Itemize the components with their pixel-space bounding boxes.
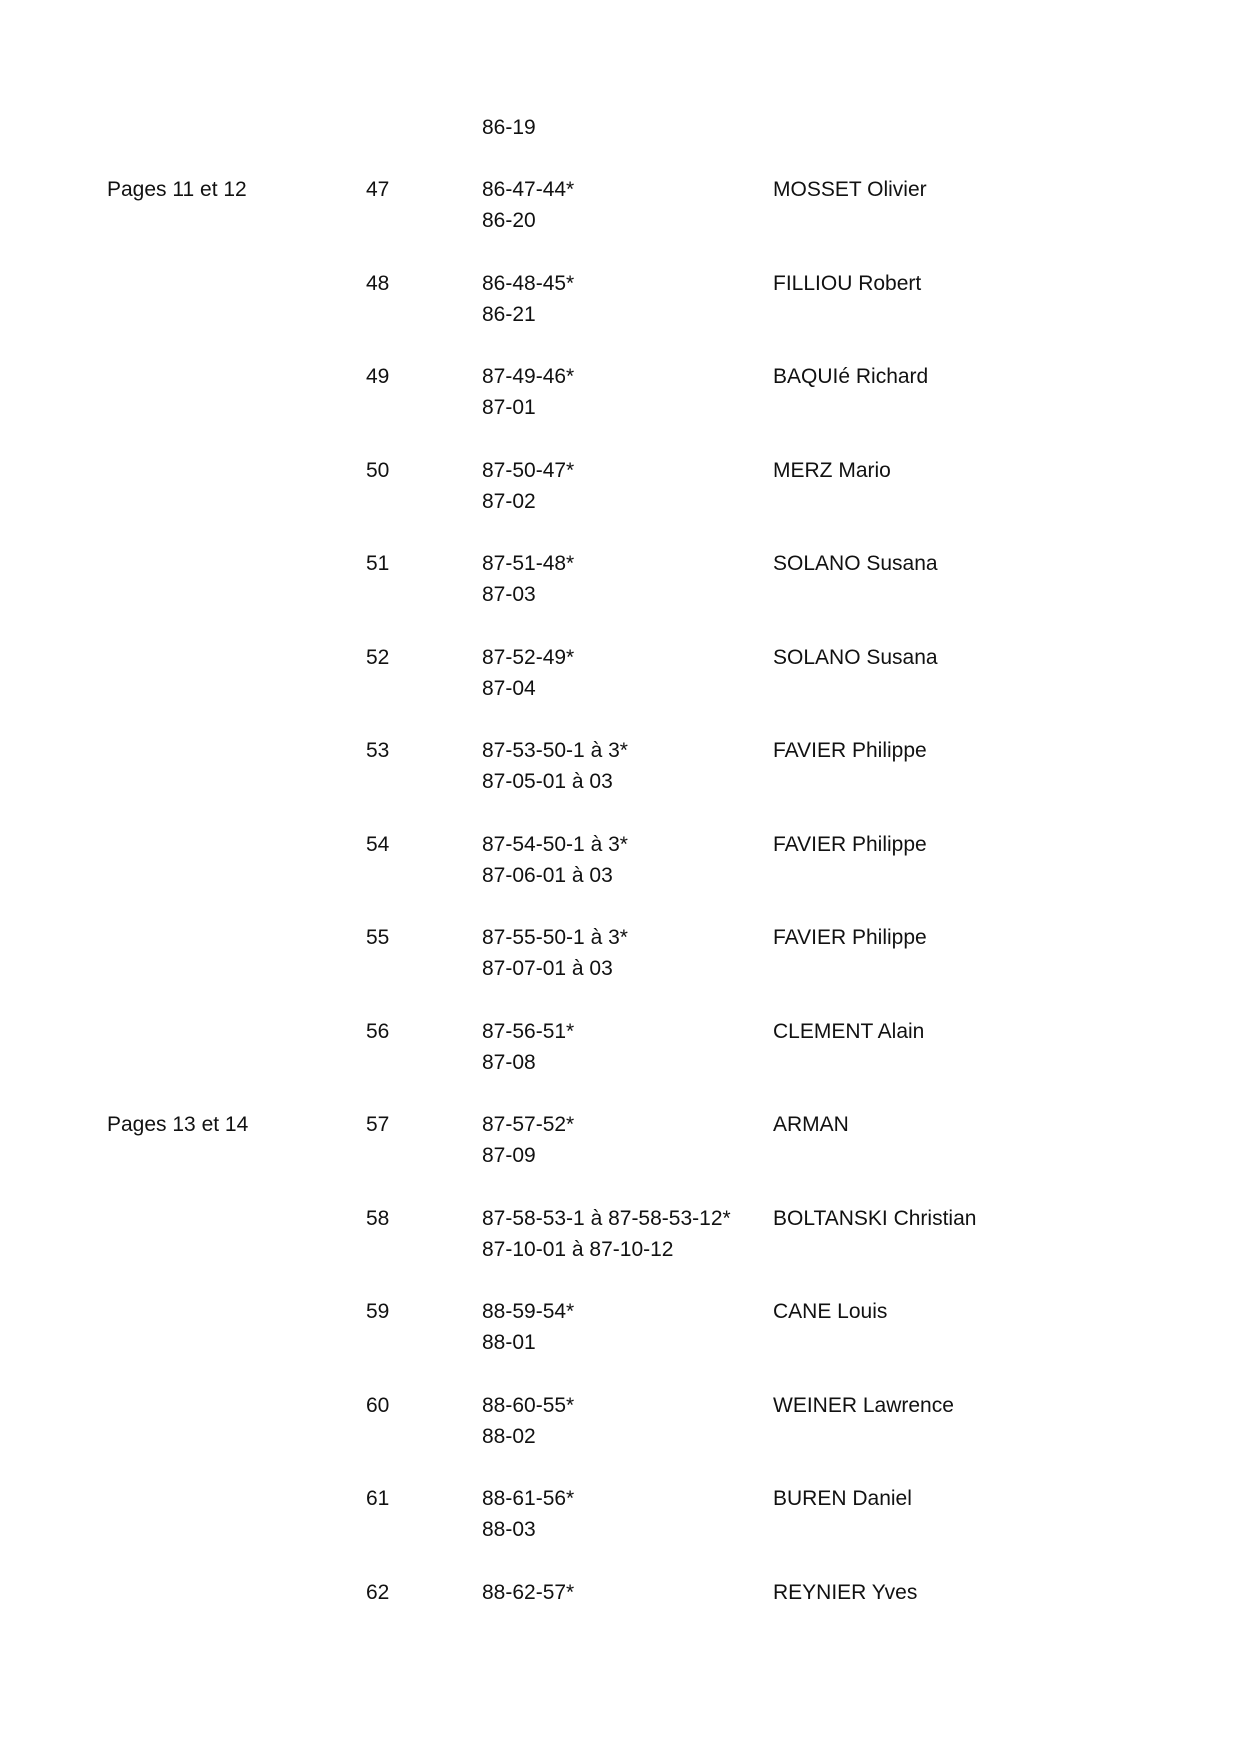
artist-name: FILLIOU Robert xyxy=(773,272,922,295)
entry-secondary-reference: 86-21 xyxy=(482,303,536,326)
artist-name: CLEMENT Alain xyxy=(773,1020,925,1043)
entry-secondary-reference: 87-01 xyxy=(482,396,536,419)
artist-name: WEINER Lawrence xyxy=(773,1394,954,1417)
artist-name: SOLANO Susana xyxy=(773,646,938,669)
entry-reference: 88-59-54* xyxy=(482,1300,575,1323)
entry-secondary-reference: 88-03 xyxy=(482,1518,536,1541)
entry-reference: 86-48-45* xyxy=(482,272,575,295)
entry-secondary-reference: 87-08 xyxy=(482,1051,536,1074)
artist-name: MERZ Mario xyxy=(773,459,891,482)
entry-number: 57 xyxy=(366,1113,390,1136)
entry-reference: 88-62-57* xyxy=(482,1581,575,1604)
entry-reference: 87-51-48* xyxy=(482,552,575,575)
artist-name: FAVIER Philippe xyxy=(773,833,927,856)
entry-reference: 87-52-49* xyxy=(482,646,575,669)
entry-secondary-reference: 88-02 xyxy=(482,1425,536,1448)
entry-secondary-reference: 87-05-01 à 03 xyxy=(482,770,613,793)
entry-reference: 87-55-50-1 à 3* xyxy=(482,926,628,949)
entry-number: 61 xyxy=(366,1487,390,1510)
entry-number: 55 xyxy=(366,926,390,949)
entry-secondary-reference: 87-03 xyxy=(482,583,536,606)
entry-secondary-reference: 88-01 xyxy=(482,1331,536,1354)
entry-secondary-reference: 87-02 xyxy=(482,490,536,513)
entry-secondary-reference: 87-09 xyxy=(482,1144,536,1167)
entry-number: 51 xyxy=(366,552,390,575)
entry-reference: 87-49-46* xyxy=(482,365,575,388)
entry-reference: 87-50-47* xyxy=(482,459,575,482)
top-continuation-ref: 86-19 xyxy=(482,116,536,139)
entry-number: 59 xyxy=(366,1300,390,1323)
artist-name: BUREN Daniel xyxy=(773,1487,912,1510)
entry-secondary-reference: 86-20 xyxy=(482,209,536,232)
entry-number: 49 xyxy=(366,365,390,388)
entry-secondary-reference: 87-04 xyxy=(482,677,536,700)
entry-number: 62 xyxy=(366,1581,390,1604)
entry-reference: 87-54-50-1 à 3* xyxy=(482,833,628,856)
artist-name: CANE Louis xyxy=(773,1300,888,1323)
section-label: Pages 13 et 14 xyxy=(107,1113,249,1136)
artist-name: FAVIER Philippe xyxy=(773,739,927,762)
entry-number: 58 xyxy=(366,1207,390,1230)
artist-name: MOSSET Olivier xyxy=(773,178,927,201)
entry-reference: 87-56-51* xyxy=(482,1020,575,1043)
entry-reference: 87-58-53-1 à 87-58-53-12* xyxy=(482,1207,731,1230)
entry-reference: 88-61-56* xyxy=(482,1487,575,1510)
section-label: Pages 11 et 12 xyxy=(107,178,247,201)
entry-reference: 88-60-55* xyxy=(482,1394,575,1417)
entry-reference: 87-57-52* xyxy=(482,1113,575,1136)
entry-secondary-reference: 87-06-01 à 03 xyxy=(482,864,613,887)
entry-number: 53 xyxy=(366,739,390,762)
entry-number: 54 xyxy=(366,833,390,856)
entry-number: 52 xyxy=(366,646,390,669)
entry-number: 48 xyxy=(366,272,390,295)
entry-number: 47 xyxy=(366,178,390,201)
entry-number: 56 xyxy=(366,1020,390,1043)
entry-number: 50 xyxy=(366,459,390,482)
entry-reference: 87-53-50-1 à 3* xyxy=(482,739,628,762)
entry-number: 60 xyxy=(366,1394,390,1417)
artist-name: BOLTANSKI Christian xyxy=(773,1207,977,1230)
artist-name: ARMAN xyxy=(773,1113,849,1136)
entry-secondary-reference: 87-07-01 à 03 xyxy=(482,957,613,980)
artist-name: SOLANO Susana xyxy=(773,552,938,575)
artist-name: BAQUIé Richard xyxy=(773,365,929,388)
entry-reference: 86-47-44* xyxy=(482,178,575,201)
entry-secondary-reference: 87-10-01 à 87-10-12 xyxy=(482,1238,674,1261)
artist-name: FAVIER Philippe xyxy=(773,926,927,949)
artist-name: REYNIER Yves xyxy=(773,1581,918,1604)
